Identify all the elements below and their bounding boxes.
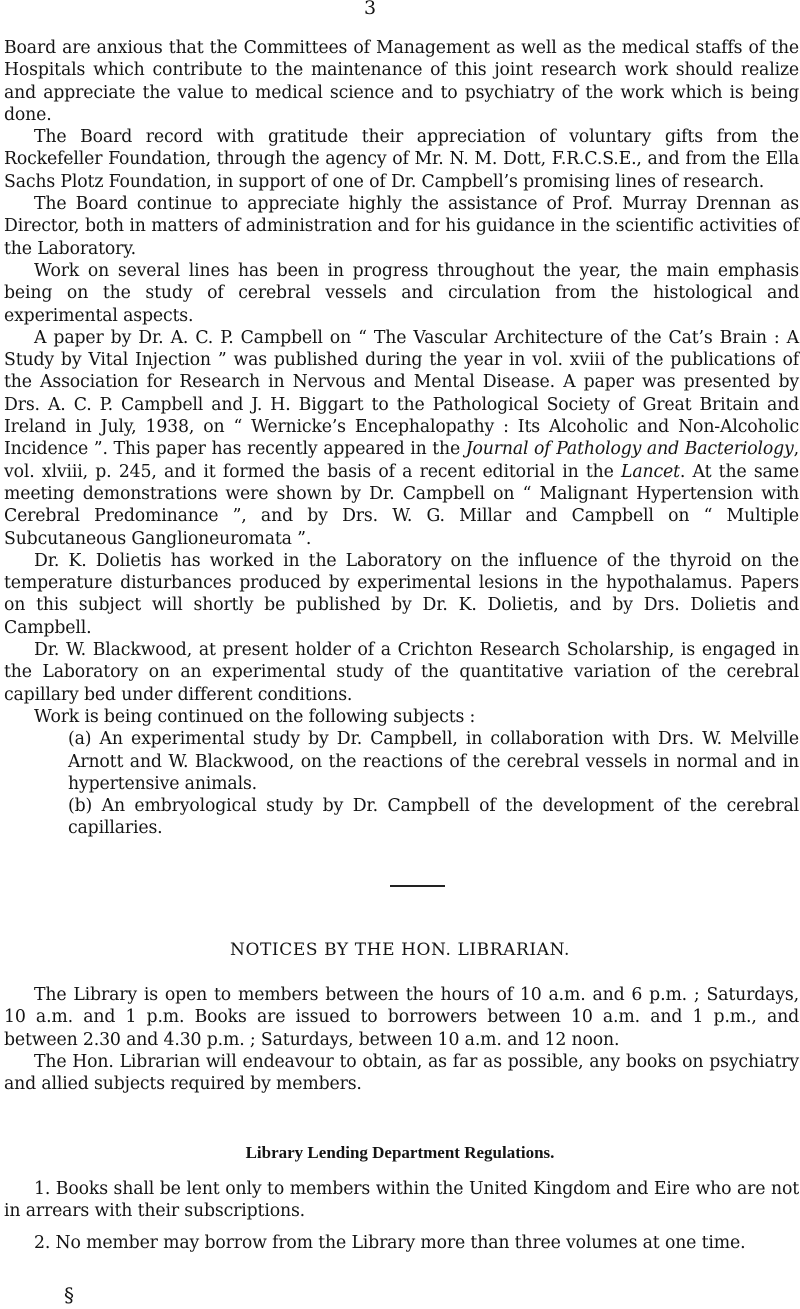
librarian-paragraph: The Library is open to members between the hours of 10 a.m. and 6 p.m. ; Saturdays, 10 a.m. and 1 p.m. Books are issued to borrowers between 10 a.m. and 1 p.m., and between 2.30 and 4.30 p.m. ; Saturdays, between 10 a.m. and 12 noon. [4, 985, 799, 1050]
dolietis-paragraph: Dr. K. Dolietis has worked in the Laboratory on the influence of the thyroid on the temperature disturbances produced by experimental lesions in the hypothalamus. Papers on this subject will shortly be published by Dr. K. Dolietis, and by Drs. Dolietis and Campbell. [4, 550, 799, 638]
campbell-text-3: . At the same meeting demonstrations were shown by Dr. Campbell on “ Malignant Hypertension with Cerebral Predominance ”, and by Drs. W. G. Millar and Campbell on “ Multiple Subcutaneous Ganglioneuromata ”. [4, 461, 800, 549]
subject-text: An experimental study by Dr. Campbell, in collaboration with Drs. W. Melville Arnott and W. Blackwood, on the reactions of the cerebral vessels in normal and in hypertensive animals. [68, 729, 799, 794]
campbell-text-2: , vol. xlviii, p. 245, and it formed the basis of a recent editorial in the [4, 439, 799, 482]
report-paragraph: The Board record with gratitude their appreciation of voluntary gifts from the Rockefeller Foundation, through the agency of Mr. N. M. Dott, F.R.C.S.E., and from the Ella Sachs Plotz Foundation, in support of one of Dr. Campbell’s promising lines of research. [4, 127, 799, 192]
subject-item [4, 795, 799, 840]
campbell-text-1: A paper by Dr. A. C. P. Campbell on “ The Vascular Architecture of the Cat’s Brain : A Study by Vital Injection ” was published during the year in vol. xviii of the publications of the Association for Research in Nervous and Mental Disease. A paper was presented by Drs. A. C. P. Campbell and J. H. Biggart to the Pathological Society of Great Britain and Ireland in July, 1938, on “ Wernicke’s Encephalopathy : Its Alcoholic and Non-Alcoholic Incidence ”. This paper has recently appeared in the [4, 327, 799, 460]
librarian-notices-section [4, 984, 799, 1095]
section-mark: § [64, 1283, 74, 1307]
report-paragraph: Work on several lines has been in progress throughout the year, the main emphasis being on the study of cerebral vessels and circulation from the histological and experimental aspects. [4, 260, 799, 326]
regulations-list [4, 1178, 799, 1263]
research-report-section [4, 37, 799, 840]
subject-label: (a) [68, 729, 92, 750]
subject-label: (b) [68, 796, 93, 817]
regulations-heading: Library Lending Department Regulations. [245, 1143, 555, 1162]
regulation-item: 2. No member may borrow from the Library more than three volumes at one time. [34, 1232, 746, 1253]
report-paragraph: Board are anxious that the Committees of Management as well as the medical staffs of the Hospitals which contribute to the maintenance of this joint research work should realize and appreciate the value to medical science and to psychiatry of the work which is being done. [4, 38, 799, 125]
librarian-paragraph: The Hon. Librarian will endeavour to obtain, as far as possible, any books on psychiatry and allied subjects required by members. [4, 1051, 799, 1095]
section-divider [390, 885, 445, 887]
regulation-item: 1. Books shall be lent only to members within the United Kingdom and Eire who are not in arrears with their subscriptions. [4, 1179, 799, 1222]
lancet-title: Lancet [621, 461, 680, 482]
subject-item [4, 728, 799, 795]
blackwood-paragraph: Dr. W. Blackwood, at present holder of a Crichton Research Scholarship, is engaged in the Laboratory on an experimental study of the quantitative variation of the cerebral capillary bed under different conditions. [4, 640, 799, 705]
librarian-notices-heading: NOTICES BY THE HON. LIBRARIAN. [229, 940, 571, 960]
campbell-paper-paragraph [4, 327, 799, 550]
report-paragraph: The Board continue to appreciate highly the assistance of Prof. Murray Drennan as Director, both in matters of administration and for his guidance in the scientific activities of the Laboratory. [4, 194, 799, 259]
subject-text: An embryological study by Dr. Campbell of the development of the cerebral capillaries. [68, 796, 799, 839]
journal-title: Journal of Pathology and Bacteriology [465, 439, 794, 460]
page-number: 3 [363, 0, 377, 19]
work-continued-line: Work is being continued on the following subjects : [34, 706, 476, 727]
